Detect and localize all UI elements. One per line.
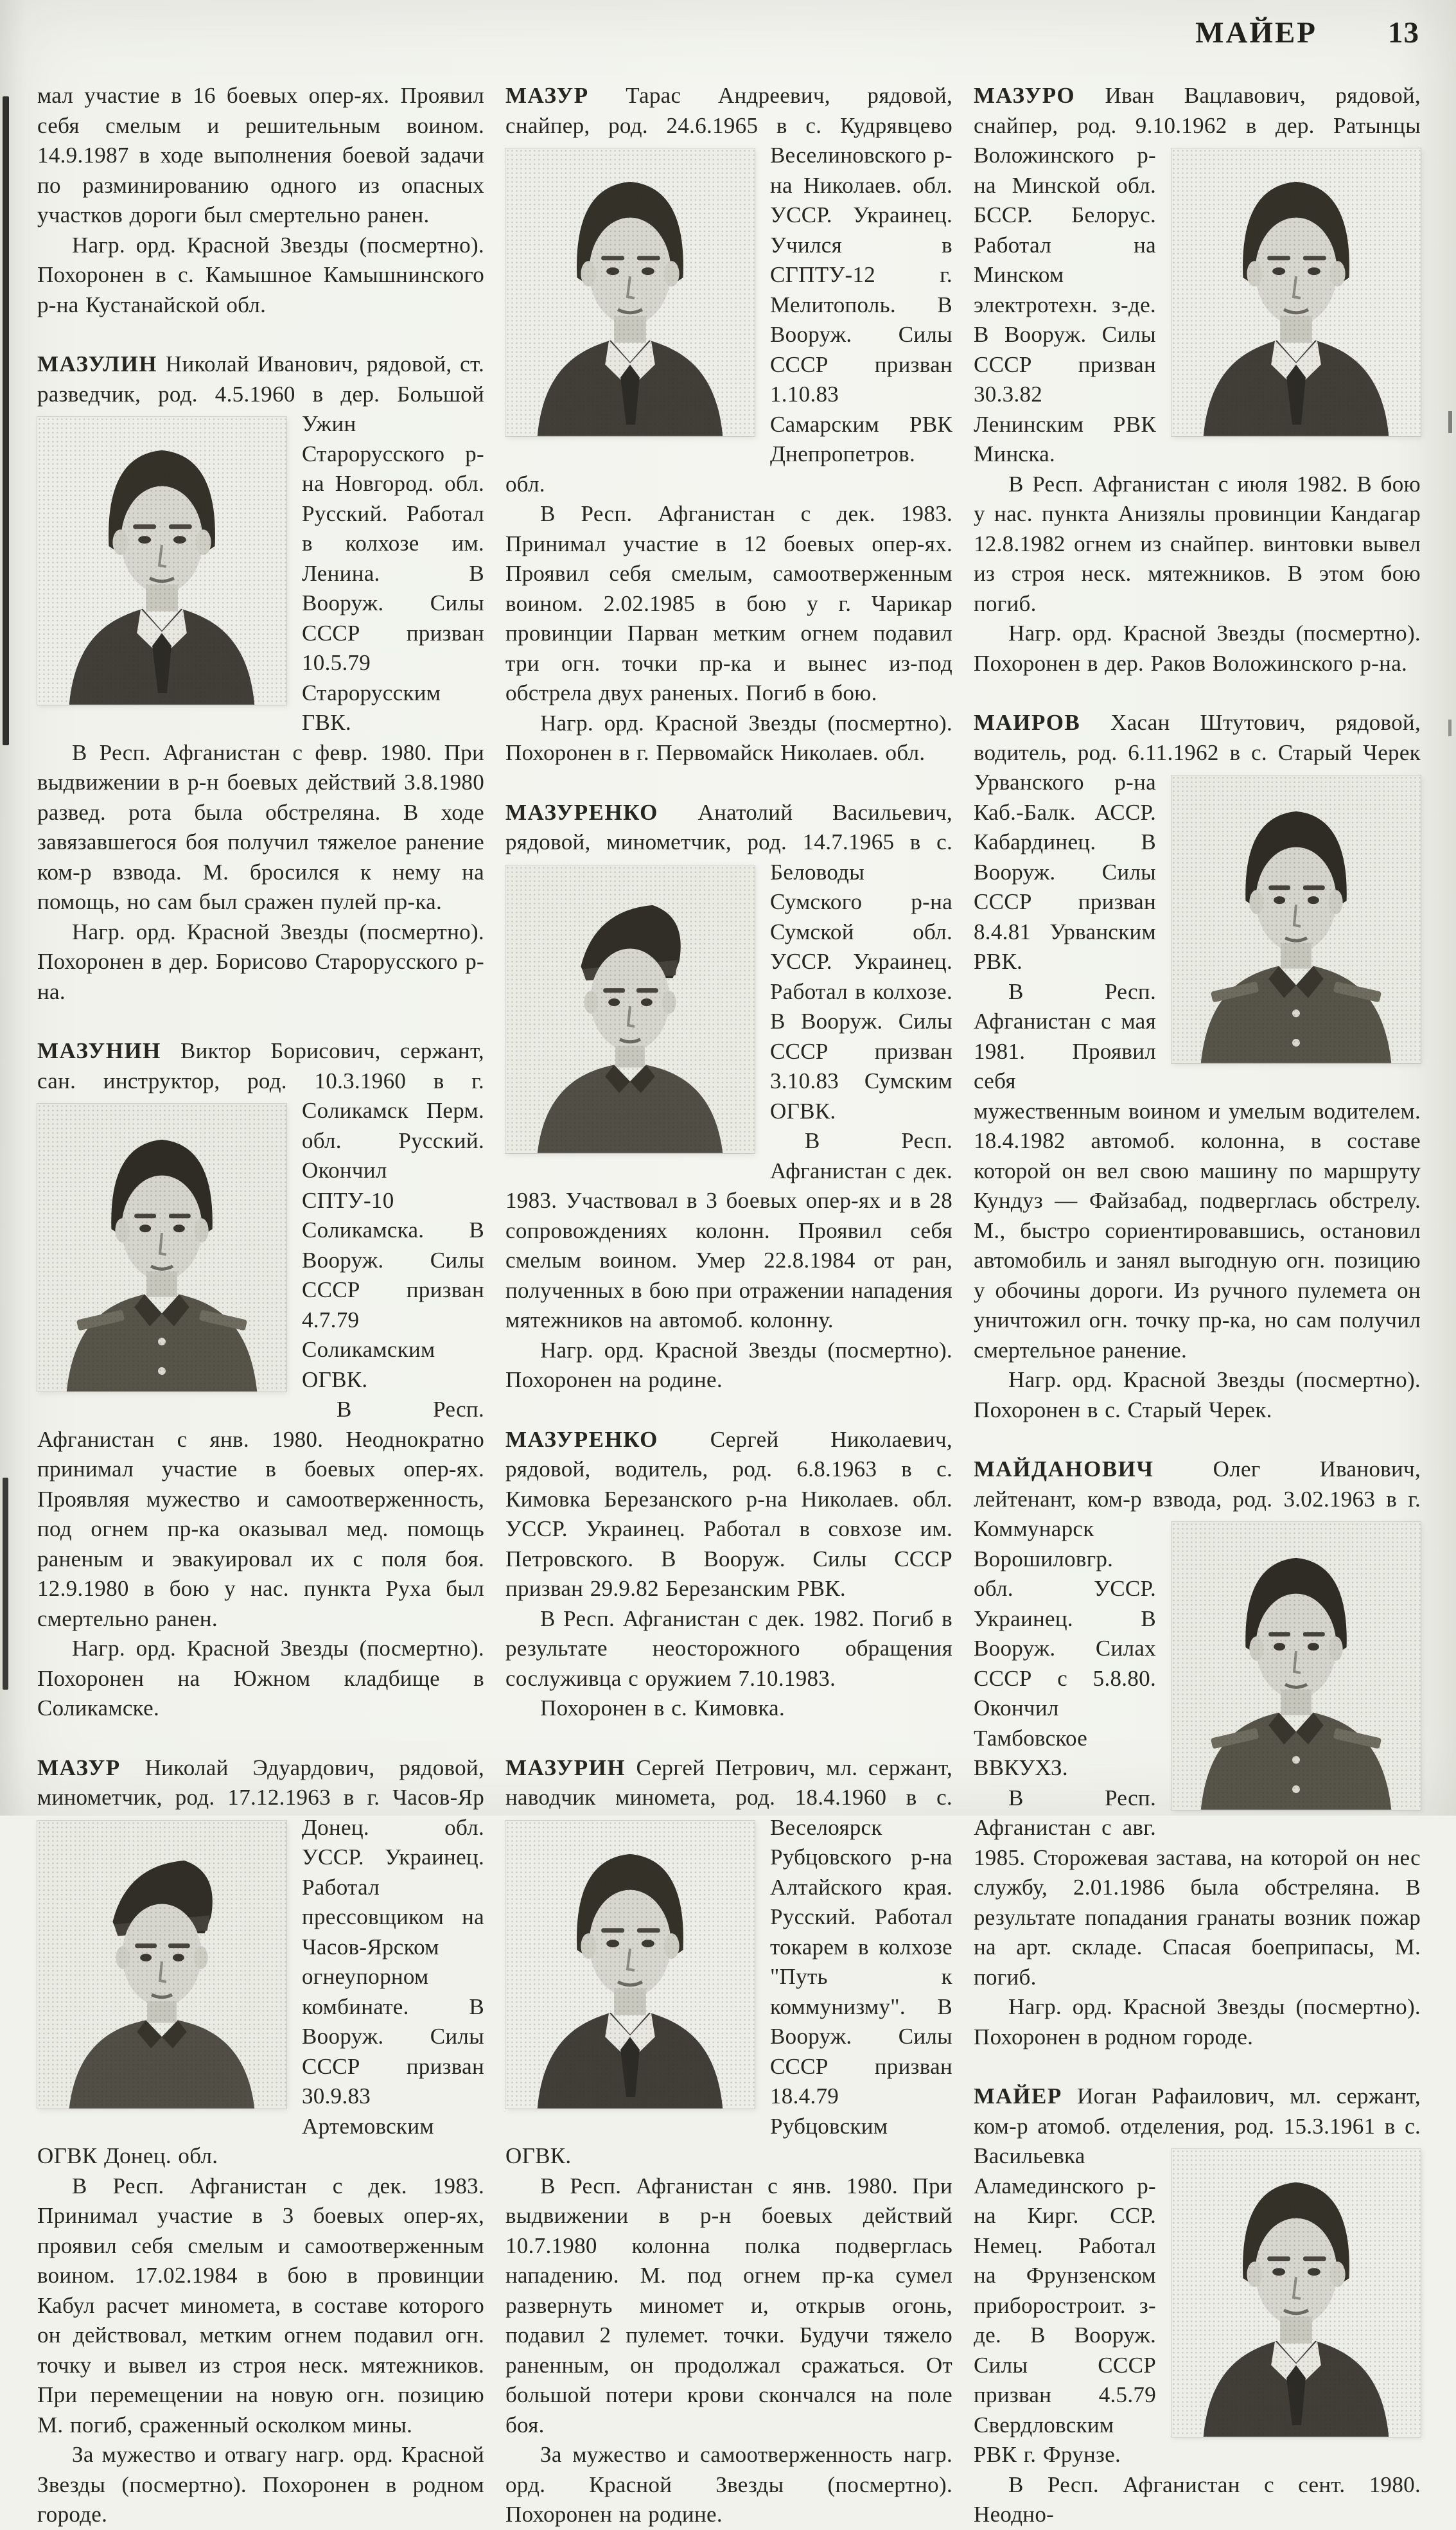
portrait-placeholder-icon xyxy=(1171,148,1421,436)
entry-paragraph: В Респ. Афганистан с июля 1982. В бою у нас. пункта Анизялы провинции Кандагар 12.8.1982 огнем из снайпер. винтовки вывел из строя неск. мятежников. В этом бою погиб. xyxy=(974,471,1421,616)
entry-first-paragraph xyxy=(505,1753,952,2172)
entry-text: Ужин Старорусского р-на Новгород. обл. Русский. Работал в колхозе им. Ленина. В Вооруж. Силы СССР призван 10.5.79 Старорусским ГВК. xyxy=(302,411,484,735)
portrait-photo-mazurin xyxy=(505,1821,755,2109)
entry-text: Донец. обл. УССР. Украинец. Работал прессовщиком на Часов-Ярском огнеупорном комбинате. В Вооруж. Силы СССР призван 30.9.83 Артемовским ОГВК Донец. обл. xyxy=(37,1814,484,2168)
entry-first-paragraph xyxy=(505,81,952,499)
entry-paragraph: В Респ. Афганистан с сент. 1980. Неодно- xyxy=(974,2472,1421,2527)
portrait-placeholder-icon xyxy=(1171,1522,1421,1810)
portrait-photo-mazur-nikolai xyxy=(37,1821,286,2109)
scan-edge-artifact xyxy=(3,1478,8,1690)
page-number: 13 xyxy=(1388,16,1419,49)
entry-paragraph: В Респ. Афганистан с дек. 1983. Участвовал в 3 боевых опер-ях и в 28 сопровождениях колонн. Проявил себя смелым воином. Умер 22.8.1984 от ран, полученных в бою при отражении нападения мятежников на автомоб. колонну. xyxy=(505,1128,952,1332)
entry-surname: МАЗУНИН xyxy=(37,1038,161,1063)
entry-text: Коммунарск Ворошиловгр. обл. УССР. Украинец. В Вооруж. Силах СССР с 5.8.80. Окончил Тамбовское ВВКУХЗ. xyxy=(974,1516,1156,1780)
entry-mazur-taras xyxy=(505,81,952,768)
entry-paragraph: В Респ. Афганистан с дек. 1982. Погиб в результате неосторожного обращения сослуживца с оружием 7.10.1983. xyxy=(505,1606,952,1691)
entry-mazunin xyxy=(37,1036,484,1724)
entry-text: Николай Эдуардович, рядовой, минометчик, род. 17.12.1963 в г. Часов-Яр xyxy=(37,1755,484,1810)
column-middle xyxy=(505,81,952,2530)
entry-surname: МАЗУРО xyxy=(974,83,1076,108)
entry-first-paragraph xyxy=(974,81,1421,470)
entry-text: 15.3.1961 в с. Васильевка Аламединского р-на Кирг. ССР. Немец. Работал на Фрунзенском приборостроит. з-де. В Вооруж. Силы СССР призван 4.5.79 Свердловским РВК г. Фрунзе. xyxy=(974,2113,1421,2467)
entry-mazur-nikolai xyxy=(37,1753,484,2530)
entry-first-paragraph xyxy=(37,1753,484,2172)
scan-edge-artifact xyxy=(3,96,9,745)
portrait-placeholder-icon xyxy=(1171,2149,1421,2437)
entry-first-paragraph xyxy=(974,1455,1421,1783)
portrait-placeholder-icon xyxy=(505,865,755,1153)
entry-surname: МАЙДАНОВИЧ xyxy=(974,1456,1154,1482)
entry-surname: МАЗУРЕНКО xyxy=(505,1426,658,1452)
entry-paragraph: Нагр. орд. Красной Звезды (посмертно). Похоронен на Южном кладбище в Соликамске. xyxy=(37,1636,484,1721)
scan-edge-artifact xyxy=(1448,720,1452,736)
entry-paragraph: В Респ. Афганистан с дек. 1983. Принимал участие в 3 боевых опер-ях, проявил себя смелым и самоотверженным воином. 17.02.1984 в бою в провинции Кабул расчет миномета, в составе которого он действовал, метким огнем подавил огн. точку и вывел из строя неск. мятежников. При перемещении на новую огн. позицию М. погиб, сраженный осколком мины. xyxy=(37,2173,484,2437)
running-head-word: МАЙЕР xyxy=(1195,16,1317,49)
entry-paragraph: Нагр. орд. Красной Звезды (посмертно). Похоронен в дер. Борисово Старорусского р-на. xyxy=(37,919,484,1004)
entry-first-paragraph xyxy=(37,349,484,738)
entry-paragraph: Нагр. орд. Красной Звезды (посмертно). Похоронен в г. Первомайск Николаев. обл. xyxy=(505,710,952,765)
entry-paragraph: В Респ. Афганистан с янв. 1980. Неоднократно принимал участие в боевых опер-ях. Проявляя мужество и самоотверженность, под огнем пр-ка оказывал мед. помощь раненым и эвакуировал их с поля боя. 12.9.1980 в бою у нас. пункта Руха был смертельно ранен. xyxy=(37,1397,484,1631)
entry-surname: МАЙЕР xyxy=(974,2083,1062,2109)
text-columns xyxy=(37,81,1422,2530)
entry-mazulin xyxy=(37,349,484,1007)
entry-text: Сергей Николаевич, рядовой, водитель, род. 6.8.1963 в с. Кимовка Березанского р-на Николаев. обл. УССР. Украинец. Работал в совхозе им. Петровского. В Вооруж. Силы СССР призван 29.9.82 Березанским РВК. xyxy=(505,1426,952,1601)
entry-paragraph: В Респ. Афганистан с февр. 1980. При выдвижении в р-н боевых действий 3.8.1980 развед. рота была обстреляна. В ходе завязавшегося боя получил тяжелое ранение ком-р взвода. М. бросился к нему на помощь, но сам был сражен пулей пр-ка. xyxy=(37,739,484,914)
portrait-photo-mazurenko-anatoly xyxy=(505,865,755,1153)
entry-first-paragraph xyxy=(974,708,1421,977)
column-left xyxy=(37,81,484,2530)
entry-paragraph: В Респ. Афганистан с янв. 1980. При выдвижении в р-н боевых действий 10.7.1980 колонна полка подверглась нападению. М. под огнем пр-ка сумел развернуть миномет и, открыв огонь, подавил 2 пулемет. точки. Будучи тяжело раненным, он продолжал сражаться. От большой потери крови скончался на поле боя. xyxy=(505,2173,952,2437)
entry-paragraph: За мужество и отвагу нагр. орд. Красной Звезды (посмертно). Похоронен в родном городе. xyxy=(37,2442,484,2527)
entry-text: Беловоды Сумского р-на Сумской обл. УССР. Украинец. Работал в колхозе. В Вооруж. Силы СССР призван 3.10.83 Сумским ОГВК. xyxy=(770,859,952,1124)
entry-surname: МАЗУЛИН xyxy=(37,351,158,376)
entry-text: Веселоярск Рубцовского р-на Алтайского края. Русский. Работал токарем в колхозе "Путь к коммунизму". В Вооруж. Силы СССР призван 18.4.79 Рубцовским ОГВК. xyxy=(505,1814,952,2168)
entry-text: Иван Вацлавович, рядовой, снайпер, род. 9.10.1962 в дер. Ратынцы xyxy=(974,83,1421,138)
running-head xyxy=(0,15,1419,50)
portrait-photo-mazulin xyxy=(37,417,286,705)
portrait-photo-mairov xyxy=(1171,775,1421,1063)
scan-edge-artifact xyxy=(1448,411,1452,433)
entry-paragraph: В Респ. Афганистан с авг. 1985. Сторожевая застава, на которой он нес службу, 2.01.1986 была обстреляна. В результате попадания гранаты возник пожар на арт. складе. Спасая боеприпасы, М. погиб. xyxy=(974,1785,1421,1990)
entry-paragraph: В Респ. Афганистан с мая 1981. Проявил себя мужественным воином и умелым водителем. 18.4.1982 автомоб. колонна, в составе которой он вел свою машину по маршруту Кундуз — Файзабад, подверглась обстрелу. М., быстро сориентировавшись, остановил автомобиль и занял выгодную огн. позицию у обочины дороги. Из ручного пулемета он уничтожил огн. точку пр-ка, но сам получил смертельное ранение. xyxy=(974,978,1421,1363)
portrait-placeholder-icon xyxy=(505,1821,755,2109)
entry-mazurenko-sergei xyxy=(505,1425,952,1724)
portrait-placeholder-icon xyxy=(505,148,755,436)
entry-first-paragraph xyxy=(37,1036,484,1395)
entry-surname: МАЗУРИН xyxy=(505,1755,626,1780)
portrait-photo-mazur-taras xyxy=(505,148,755,436)
entry-text: Виктор Борисович, сержант, сан. инструктор, род. 10.3.1960 в г. Соликамск xyxy=(37,1038,484,1123)
portrait-placeholder-icon xyxy=(37,1821,286,2109)
portrait-photo-mazunin xyxy=(37,1104,286,1392)
portrait-photo-maier xyxy=(1171,2149,1421,2437)
entry-text: Сергей Петрович, мл. сержант, наводчик миномета, род. 18.4.1960 в с. xyxy=(505,1755,952,1810)
entry-mairov xyxy=(974,708,1421,1425)
entry-text: Олег Иванович, лейтенант, ком-р взвода, род. 3.02.1963 в г. xyxy=(974,1456,1421,1512)
entry-text: Перм. обл. Русский. Окончил СПТУ-10 Соликамска. В Вооруж. Силы СССР призван 4.7.79 Соликамским ОГВК. xyxy=(302,1098,484,1392)
entry-text: Анатолий Васильевич, рядовой, минометчик, род. 14.7.1965 в с. xyxy=(505,799,952,854)
entry-paragraph: мал участие в 16 боевых опер-ях. Проявил себя смелым и решительным воином. 14.9.1987 в ходе выполнения боевой задачи по разминированию одного из опасных участков дороги был смертельно ранен. xyxy=(37,83,484,227)
entry-text: Николай Иванович, рядовой, ст. разведчик, род. 4.5.1960 в дер. Большой xyxy=(37,351,484,407)
portrait-placeholder-icon xyxy=(37,1104,286,1392)
portrait-photo-mazuro xyxy=(1171,148,1421,436)
entry-paragraph: Нагр. орд. Красной Звезды (посмертно). Похоронен в родном городе. xyxy=(974,1994,1421,2049)
portrait-photo-maidanovich xyxy=(1171,1522,1421,1810)
entry-first-paragraph xyxy=(505,798,952,1127)
portrait-placeholder-icon xyxy=(1171,775,1421,1063)
entry-surname: МАЗУРЕНКО xyxy=(505,799,658,825)
entry-paragraph: Нагр. орд. Красной Звезды (посмертно). Похоронен на родине. xyxy=(505,1337,952,1392)
entry-text: Веселиновского р-на Николаев. обл. УССР. Украинец. Учился в СГПТУ-12 г. Мелитополь. В Вооруж. Силы СССР призван 1.10.83 Самарским РВК Днепропетров. обл. xyxy=(505,143,952,497)
entry-text: Тарас Андреевич, рядовой, снайпер, род. 24.6.1965 в с. Кудрявцево xyxy=(505,83,952,138)
entry-paragraph: Нагр. орд. Красной Звезды (посмертно). Похоронен в с. Старый Черек. xyxy=(974,1367,1421,1422)
column-right xyxy=(974,81,1421,2530)
entry-mazuro xyxy=(974,81,1421,678)
entry-surname: МАИРОВ xyxy=(974,710,1081,735)
entry-paragraph: В Респ. Афганистан с дек. 1983. Принимал участие в 12 боевых опер-ях. Проявил себя смелым, самоотверженным воином. 2.02.1985 в бою у г. Чарикар провинции Парван метким огнем подавил три огн. точки пр-ка и вынес из-под обстрела двух раненых. Погиб в бою. xyxy=(505,501,952,705)
entry-first-paragraph xyxy=(974,2082,1421,2470)
entry-mazurin xyxy=(505,1753,952,2530)
entry-continuation xyxy=(37,81,484,320)
portrait-placeholder-icon xyxy=(37,417,286,705)
entry-text: Хасан Штутович, рядовой, водитель, род. 6.11.1962 в с. Старый Черек xyxy=(974,710,1421,765)
entry-maier xyxy=(974,2082,1421,2530)
entry-text: Урванского р-на Каб.-Балк. АССР. Кабардинец. В Вооруж. Силы СССР призван 8.4.81 Урванским РВК. xyxy=(974,770,1156,974)
entry-text: Иоган Рафаилович, мл. сержант, ком-р атомоб. отделения, род. xyxy=(974,2083,1421,2139)
entry-maidanovich xyxy=(974,1455,1421,2052)
entry-text: Воложинского р-на Минской обл. БССР. Белорус. Работал на Минском электротехн. з-де. В Вооруж. Силы СССР призван 30.3.82 Ленинским РВК Минска. xyxy=(974,143,1156,466)
entry-first-paragraph xyxy=(505,1425,952,1604)
entry-surname: МАЗУР xyxy=(505,83,589,108)
entry-paragraph: Нагр. орд. Красной Звезды (посмертно). Похоронен в дер. Раков Воложинского р-на. xyxy=(974,621,1421,676)
entry-paragraph: За мужество и самоотверженность нагр. орд. Красной Звезды (посмертно). Похоронен на родине. xyxy=(505,2442,952,2527)
entry-surname: МАЗУР xyxy=(37,1755,121,1780)
entry-mazurenko-anatoly xyxy=(505,798,952,1395)
entry-paragraph: Похоронен в с. Кимовка. xyxy=(540,1695,785,1721)
entry-paragraph: Нагр. орд. Красной Звезды (посмертно). Похоронен в с. Камышное Камышнинского р-на Кустанайской обл. xyxy=(37,232,484,317)
